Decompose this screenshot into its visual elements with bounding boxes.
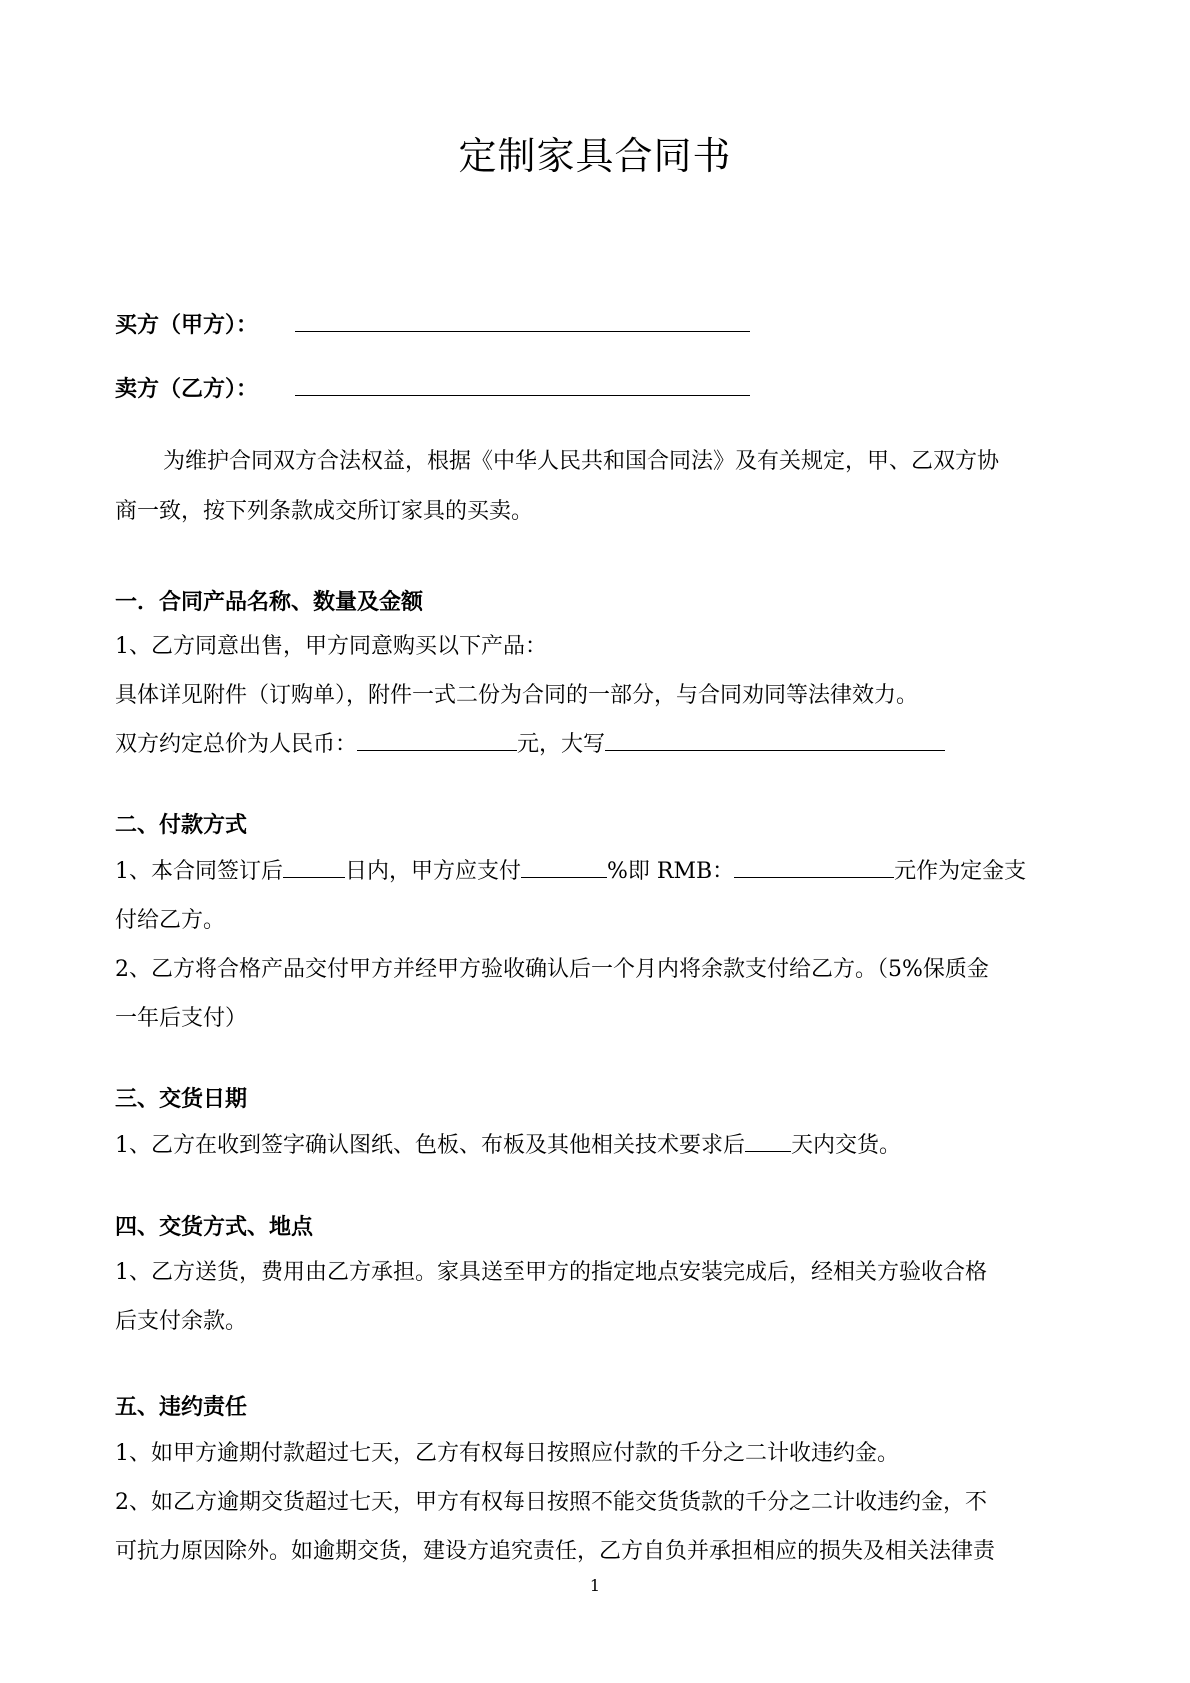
section4-item1-cont: 后支付余款。 xyxy=(115,1309,248,1334)
payment-percent-blank[interactable] xyxy=(521,853,607,878)
total-mid: 元，大写 xyxy=(517,732,606,757)
page-number: 1 xyxy=(589,1576,601,1595)
page-title: 定制家具合同书 xyxy=(458,134,732,178)
preamble-line-1: 为维护合同双方合法权益，根据《中华人民共和国合同法》及有关规定，甲、乙双方协 xyxy=(163,449,1000,474)
total-prefix: 双方约定总价为人民币： xyxy=(115,732,358,757)
section4-heading: 四、交货方式、地点 xyxy=(115,1215,314,1240)
seller-row xyxy=(115,369,750,409)
section2-item1 xyxy=(115,852,1026,892)
seller-blank[interactable] xyxy=(295,369,750,396)
buyer-label: 买方（甲方）： xyxy=(115,313,259,338)
total-amount-blank[interactable] xyxy=(357,726,517,751)
payment-rmb-suffix: 元作为定金支 xyxy=(894,859,1027,884)
delivery-days-suffix: 天内交货。 xyxy=(791,1133,902,1158)
delivery-days-prefix: 1、乙方在收到签字确认图纸、色板、布板及其他相关技术要求后 xyxy=(115,1133,745,1158)
section1-heading: 一．合同产品名称、数量及金额 xyxy=(115,590,424,615)
section3-heading: 三、交货日期 xyxy=(115,1087,248,1112)
section5-item1: 1、如甲方逾期付款超过七天，乙方有权每日按照应付款的千分之二计收违约金。 xyxy=(115,1441,899,1466)
section2-item1-cont: 付给乙方。 xyxy=(115,908,226,933)
section1-item1: 1、乙方同意出售，甲方同意购买以下产品： xyxy=(115,634,547,659)
buyer-blank[interactable] xyxy=(295,305,750,332)
total-words-blank[interactable] xyxy=(605,726,945,751)
buyer-row xyxy=(115,305,750,345)
section2-item2: 2、乙方将合格产品交付甲方并经甲方验收确认后一个月内将余款支付给乙方。（5%保质金 xyxy=(115,957,989,982)
payment-rmb-blank[interactable] xyxy=(734,853,894,878)
payment-days-blank[interactable] xyxy=(283,853,345,878)
section5-item2-cont: 可抗力原因除外。如逾期交货，建设方追究责任，乙方自负并承担相应的损失及相关法律责 xyxy=(115,1539,996,1564)
section1-detail: 具体详见附件（订购单），附件一式二份为合同的一部分，与合同劝同等法律效力。 xyxy=(115,683,919,708)
section4-item1: 1、乙方送货，费用由乙方承担。家具送至甲方的指定地点安装完成后，经相关方验收合格 xyxy=(115,1260,988,1285)
payment-days-prefix: 1、本合同签订后 xyxy=(115,859,283,884)
section2-item2-cont: 一年后支付） xyxy=(115,1006,248,1031)
section5-item2: 2、如乙方逾期交货超过七天，甲方有权每日按照不能交货货款的千分之二计收违约金，不 xyxy=(115,1490,988,1515)
seller-label: 卖方（乙方）： xyxy=(115,377,259,402)
payment-rmb-prefix: %即 RMB： xyxy=(607,859,735,884)
section2-heading: 二、付款方式 xyxy=(115,813,248,838)
preamble-line-2: 商一致，按下列条款成交所订家具的买卖。 xyxy=(115,499,534,524)
section3-item1 xyxy=(115,1126,901,1166)
section5-heading: 五、违约责任 xyxy=(115,1395,248,1420)
payment-percent-prefix: 日内，甲方应支付 xyxy=(345,859,522,884)
section1-total-row xyxy=(115,725,945,765)
delivery-days-blank[interactable] xyxy=(745,1127,791,1152)
